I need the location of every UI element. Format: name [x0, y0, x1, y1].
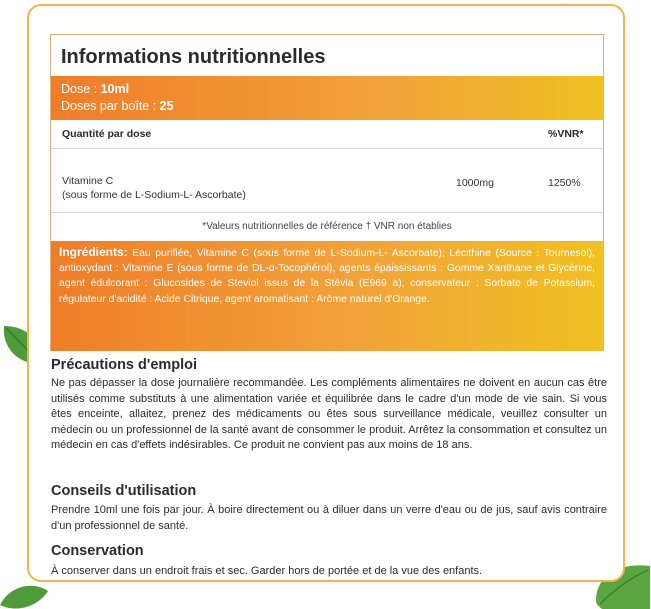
doses-per-box-line [61, 98, 603, 115]
nutrient-form: (sous forme de L-Sodium-L- Ascorbate) [62, 189, 246, 201]
column-vnr: %VNR* [548, 128, 584, 140]
precautions-text: Ne pas dépasser la dose journalière recommandée. Les compléments alimentaires ne doivent en aucun cas être utilisés comme substituts à une alimentation variée et équilibrée dans le cadre d'un mode de vie sain. Si vous êtes enceinte, allaitez, prenez des médicaments ou êtes sous surveillance médicale, veuillez consulter un médecin ou un professionnel de la santé avant de consommer le produit. Arrêtez la consommation et consultez un médecin en cas d'effets indésirables. Ce produit ne convient pas aux moins de 18 ans. [51, 377, 607, 452]
table-row [51, 148, 603, 213]
dose-line [61, 81, 603, 98]
ingredients-label: Ingrédients: [59, 245, 128, 259]
table-header [51, 120, 603, 149]
doses-value: 25 [159, 99, 174, 113]
reference-note: *Valeurs nutritionnelles de référence † VNR non établies [202, 221, 452, 232]
nutrient-name: Vitamine C [62, 175, 114, 187]
ingredients-band [51, 241, 603, 351]
nutrient-vnr: 1250% [548, 177, 581, 189]
doses-label: Doses par boîte : [61, 99, 160, 113]
nutrient-amount: 1000mg [456, 177, 494, 189]
leaf-icon-bottom-left [0, 583, 50, 609]
storage-text: À conserver dans un endroit frais et sec. Garder hors de portée et de la vue des enfants. [51, 565, 483, 577]
dose-label: Dose : [61, 82, 101, 96]
ingredients-text: Eau purifiée, Vitamine C (sous forme de L-Sodium-L- Ascorbate), Lécithine (Source : Tournesol), antioxydant : Vitamine E (sous forme de DL-α-Tocophérol), agents épaississants : Gomme Xanthane et Glycérine, agent édulcorant : Glucosides de Steviol issus de la Stévia (E969 a), conservateur : Sorbate de Potassium, régulateur d'acidité : Acide Citrique, agent aromatisant : Arôme naturel d'Orange. [59, 248, 595, 305]
dose-band [51, 76, 603, 120]
column-quantity: Quantité par dose [62, 128, 152, 140]
storage-title: Conservation [51, 543, 144, 559]
nutrition-facts-label [50, 34, 604, 351]
nutrient-name-cell [62, 174, 246, 202]
usage-title: Conseils d'utilisation [51, 483, 197, 499]
dose-value: 10ml [100, 82, 130, 96]
nutrition-title: Informations nutritionnelles [61, 46, 326, 68]
usage-text: Prendre 10ml une fois par jour. À boire directement ou à diluer dans un verre d'eau ou de jus, sauf avis contraire d'un professionnel de santé. [51, 504, 607, 532]
precautions-title: Précautions d'emploi [51, 357, 198, 373]
